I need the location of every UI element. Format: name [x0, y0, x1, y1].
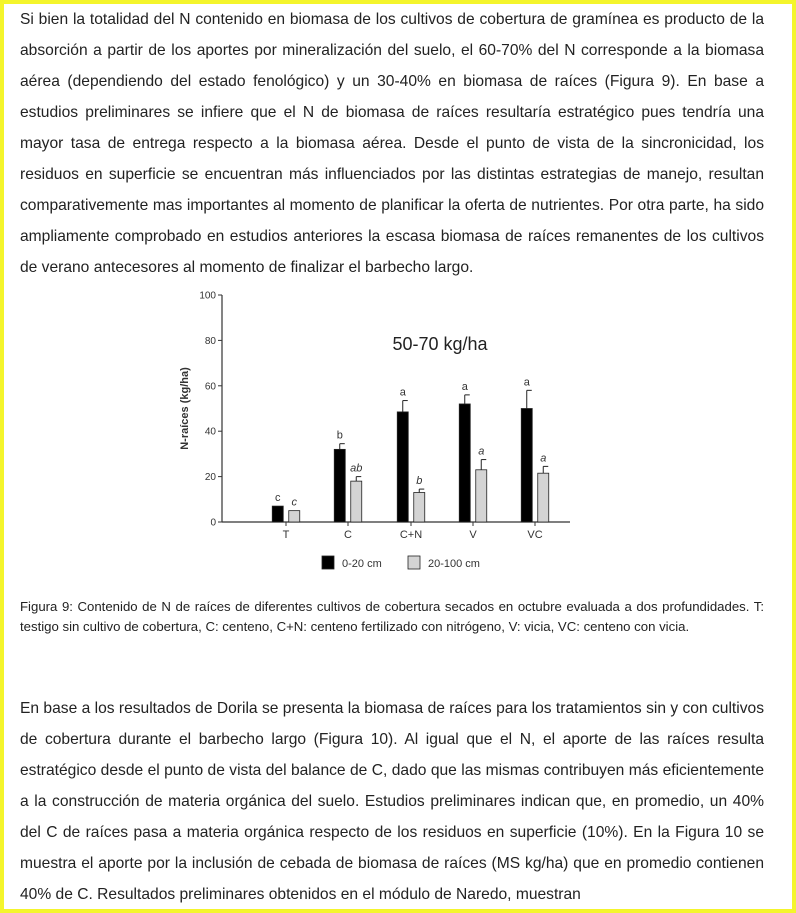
x-tick-label: VC [527, 529, 543, 541]
bar-0-20-V [459, 404, 470, 522]
significance-letter: b [336, 429, 343, 442]
bar-0-20-VC [521, 409, 532, 523]
bar-20-100-C [351, 481, 362, 522]
figure-caption: Figura 9: Contenido de N de raíces de diferentes cultivos de cobertura secados en octubre evaluada a dos profundidades. T: testigo sin cultivo de cobertura, C: centeno, C+N: centeno fertilizado con nitrógeno, V: vicia, VC: centeno con vicia. [20, 599, 764, 634]
significance-letter: c [291, 496, 297, 509]
y-axis-label: N-raíces (kg/ha) [179, 367, 191, 450]
y-tick-label: 60 [204, 381, 216, 393]
bar-0-20-T [272, 506, 283, 522]
significance-letter: c [275, 492, 281, 505]
x-tick-label: C+N [399, 529, 423, 541]
bar-0-20-C [334, 449, 345, 522]
bar-20-100-V [476, 470, 487, 522]
legend-label: 20-100 cm [428, 558, 480, 570]
significance-letter: a [478, 445, 485, 458]
bar-20-100-T [289, 511, 300, 522]
bar-20-100-C+N [414, 492, 425, 522]
legend-label: 0-20 cm [342, 558, 382, 570]
significance-letter: ab [350, 462, 363, 475]
y-tick-label: 80 [204, 335, 216, 347]
bar-20-100-VC [538, 473, 549, 522]
x-tick-label: C [344, 529, 352, 541]
x-tick-label: T [282, 529, 290, 541]
significance-letter: b [416, 475, 423, 488]
y-tick-label: 40 [204, 426, 216, 438]
bar-0-20-C+N [397, 412, 408, 522]
significance-letter: a [399, 386, 406, 399]
chart-title: 50-70 kg/ha [392, 334, 488, 354]
x-tick-label: V [469, 529, 477, 541]
legend-swatch [408, 556, 420, 569]
figure-9-chart [170, 283, 590, 583]
body-paragraph-2: En base a los resultados de Dorila se presenta la biomasa de raíces para los tratamientos sin y con cultivos de cobertura durante el barbecho largo (Figura 10). Al igual que el N, el aporte de las raíces resulta estratégico desde el punto de vista del balance de C, dado que las mismas contribuyen más eficientemente a la construcción de materia orgánica del suelo. Estudios preliminares indican que, en promedio, un 40% del C de raíces pasa a materia orgánica respecto de los residuos en superficie (10%). En la Figura 10 se muestra el aporte por la inclusión de cebada de biomasa de raíces (MS kg/ha) que en promedio contienen 40% de C. Resultados preliminares obtenidos en el módulo de Naredo, muestran [20, 700, 764, 903]
y-tick-label: 0 [210, 517, 216, 529]
significance-letter: a [523, 376, 530, 389]
body-paragraph-1: Si bien la totalidad del N contenido en biomasa de los cultivos de cobertura de gramínea es producto de la absorción a partir de los aportes por mineralización del suelo, el 60-70% del N corresponde a la biomasa aérea (dependiendo del estado fenológico) y un 30-40% en biomasa de raíces (Figura 9). En base a estudios preliminares se infiere que el N de biomasa de raíces resultaría estratégico pues tendría una mayor tasa de entrega respecto a la biomasa aérea. Desde el punto de vista de la sincronicidad, los residuos en superficie se encuentran más influenciados por las distintas estrategias de manejo, resultan comparativemente mas importantes al momento de planificar la oferta de nutrientes. Por otra parte, ha sido ampliamente comprobado en estudios anteriores la escasa biomasa de raíces remanentes de los cultivos de verano antecesores al momento de finalizar el barbecho largo. [20, 11, 764, 276]
y-tick-label: 20 [204, 472, 216, 484]
significance-letter: a [540, 452, 547, 465]
y-tick-label: 100 [199, 290, 216, 302]
significance-letter: a [461, 380, 468, 393]
legend-swatch [322, 556, 334, 569]
